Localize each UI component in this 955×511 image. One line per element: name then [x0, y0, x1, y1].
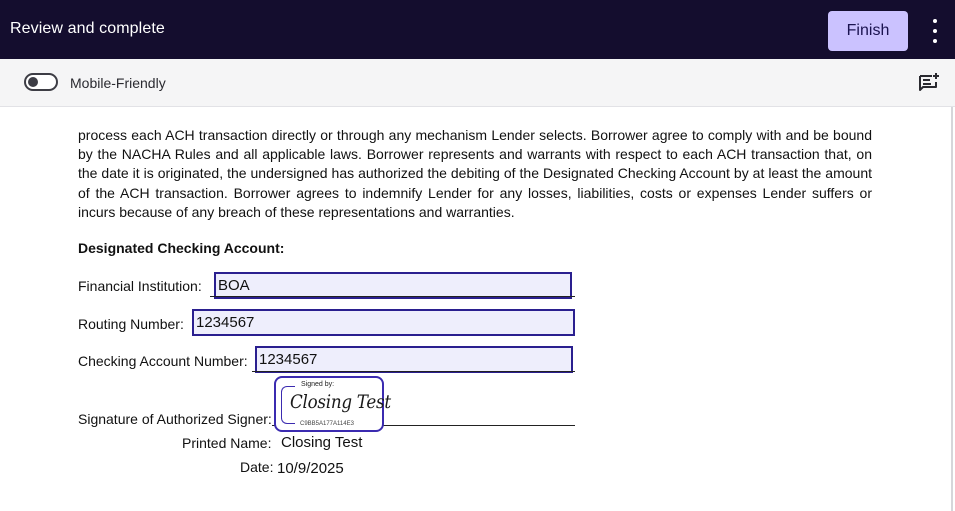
signature-image: Closing Test	[290, 391, 391, 413]
mobile-friendly-label: Mobile-Friendly	[70, 75, 166, 91]
toolbar	[0, 59, 955, 107]
mobile-friendly-toggle[interactable]	[24, 73, 58, 91]
more-options-button[interactable]	[918, 11, 952, 51]
signed-by-caption: Signed by:	[301, 381, 335, 388]
routing-number-field[interactable]	[192, 309, 575, 336]
checking-account-field[interactable]	[255, 346, 573, 373]
date-value: 10/9/2025	[277, 460, 344, 477]
routing-number-label: Routing Number:	[78, 316, 184, 332]
page-title: Review and complete	[10, 20, 165, 37]
add-comment-icon	[916, 71, 942, 95]
financial-institution-label: Financial Institution:	[78, 278, 202, 294]
envelope-id: C9BB5A177A114E3	[300, 421, 354, 427]
financial-institution-underline	[210, 296, 575, 297]
checking-account-label: Checking Account Number:	[78, 353, 248, 369]
add-comment-button[interactable]	[916, 71, 942, 95]
signature-field[interactable]	[274, 376, 391, 432]
financial-institution-field[interactable]	[214, 272, 572, 299]
document-page-edge	[951, 107, 953, 511]
signature-label: Signature of Authorized Signer:	[78, 411, 272, 427]
designated-account-heading: Designated Checking Account:	[78, 240, 285, 256]
printed-name-label: Printed Name:	[182, 435, 272, 451]
toggle-knob	[28, 77, 38, 87]
header-bar	[0, 0, 955, 59]
printed-name-value: Closing Test	[281, 434, 363, 451]
finish-button[interactable]: Finish	[828, 11, 908, 51]
date-label: Date:	[240, 459, 274, 475]
checking-account-underline	[252, 371, 575, 372]
ach-terms-paragraph: process each ACH transaction directly or through any mechanism Lender selects. Borrower agree to comply with and be bound by the NACHA Rules and all applicable laws. Borrower represents and warrants with respect to each ACH transaction that, on the date it is originated, the undersigned has authorized the debiting of the Designated Checking Account by at least the amount of the ACH transaction. Borrower agrees to indemnify Lender for any losses, liabilities, costs or expenses Lender suffers or incurs because of any breach of these representations and warranties.	[78, 127, 872, 220]
